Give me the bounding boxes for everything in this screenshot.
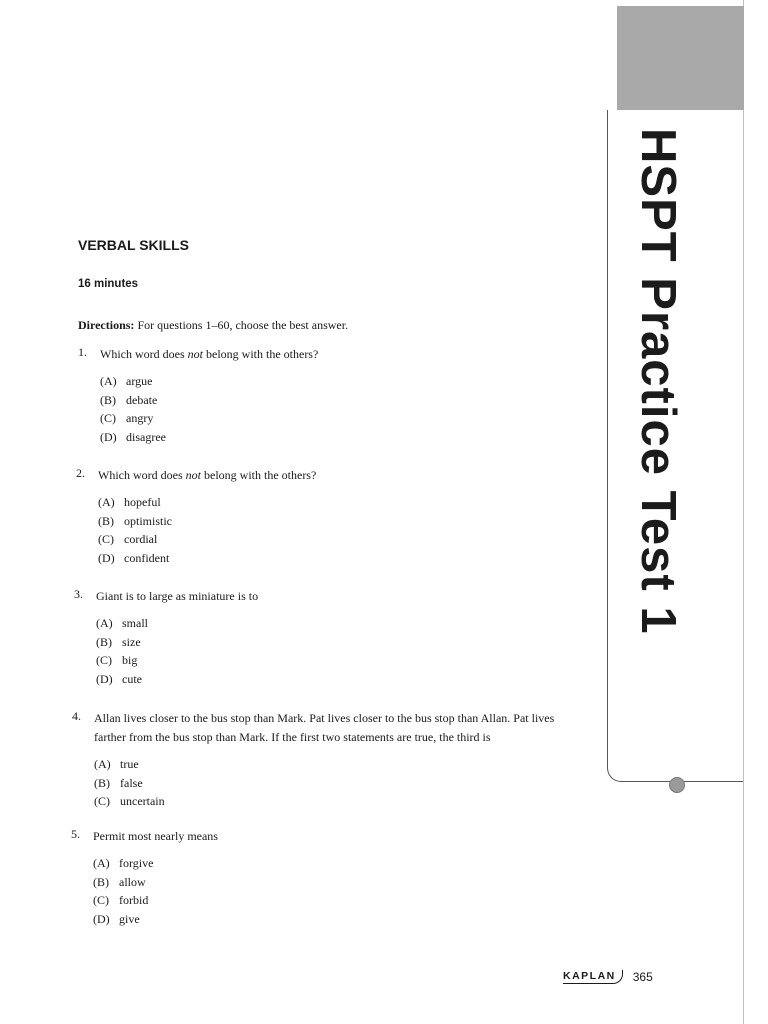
answer-choice [93,910,551,929]
answer-choice [100,372,558,391]
answer-choice [98,493,556,512]
choice-text: true [120,757,139,771]
choice-letter: (D) [93,912,110,927]
question-2 [76,466,556,568]
choice-text: disagree [126,430,166,445]
choice-text: forgive [119,856,154,870]
question-number: 3. [74,587,83,601]
answer-choice [98,530,556,549]
question-text [98,466,556,485]
choice-letter: (B) [100,392,116,407]
directions-label: Directions: [78,318,135,332]
choice-text: cute [122,672,142,687]
question-1 [78,345,558,447]
question-text [100,345,558,364]
question-text [93,827,551,846]
answer-choice [100,391,558,410]
choice-letter: (C) [93,893,109,908]
page-edge [743,0,744,1024]
choice-letter: (C) [98,532,114,547]
choice-text: hopeful [124,495,161,509]
question-text-part: belong with the others? [201,468,317,482]
choice-text: false [120,775,143,790]
question-text-part: Which word does [98,468,186,482]
answer-choice [94,774,577,793]
choice-text: big [122,653,138,668]
answer-choices [98,493,556,568]
section-title: VERBAL SKILLS [78,237,189,253]
question-emphasis: not [187,347,203,361]
choice-text: optimistic [124,513,172,528]
publisher-logo: KAPLAN [563,970,623,984]
answer-choice [93,891,551,910]
answer-choices [93,854,551,929]
question-4 [72,709,577,811]
choice-letter: (D) [100,430,117,445]
question-text [94,709,577,747]
question-number: 4. [72,709,81,723]
answer-choice [96,633,554,652]
choice-text: confident [124,551,170,566]
answer-choice [96,651,554,670]
choice-letter: (C) [94,794,110,809]
page-footer [563,970,653,984]
answer-choice [93,873,551,892]
question-number: 5. [71,827,80,841]
directions-text: For questions 1–60, choose the best answer. [134,318,349,332]
answer-choice [100,409,558,428]
choice-text: size [122,634,141,649]
choice-letter: (A) [96,616,113,630]
choice-text: give [119,912,140,927]
question-text-part: Which word does [100,347,188,361]
question-text-part: Allan lives closer to the bus stop than Mark. Pat lives closer to the bus stop than Allan. Pat lives farther from the bus stop than Mark. If the first two statements are true, the third is [94,711,555,744]
question-text-part: Giant is to large as miniature is to [96,589,259,603]
tab-dot [669,777,685,793]
answer-choice [98,549,556,568]
choice-letter: (D) [98,551,115,566]
tab-title: HSPT Practice Test 1 [631,128,685,635]
answer-choice [98,512,556,531]
question-number: 2. [76,466,85,480]
answer-choices [94,755,577,811]
choice-text: allow [119,874,146,889]
choice-letter: (A) [94,757,111,771]
choice-letter: (D) [96,672,113,687]
question-text [96,587,554,606]
question-5 [71,827,551,929]
choice-letter: (B) [94,775,110,790]
answer-choices [96,614,554,689]
answer-choice [93,854,551,873]
answer-choices [100,372,558,447]
question-emphasis: not [185,468,201,482]
choice-text: forbid [119,893,149,908]
time-limit: 16 minutes [78,278,139,290]
question-3 [74,587,554,689]
answer-choice [96,670,554,689]
choice-letter: (C) [100,411,116,426]
choice-letter: (A) [100,374,117,388]
question-number: 1. [78,345,87,359]
tab-gray-block [617,6,744,110]
answer-choice [94,792,577,811]
answer-choice [94,755,577,774]
choice-letter: (B) [93,874,109,889]
question-text-part: belong with the others? [203,347,319,361]
question-text-part: Permit most nearly means [93,829,218,843]
directions [78,318,348,333]
choice-text: small [122,616,148,630]
choice-text: debate [126,392,158,407]
choice-letter: (A) [98,495,115,509]
answer-choice [96,614,554,633]
choice-text: argue [126,374,153,388]
choice-letter: (B) [98,513,114,528]
choice-letter: (A) [93,856,110,870]
choice-text: cordial [124,532,158,547]
answer-choice [100,428,558,447]
choice-text: angry [126,411,154,426]
choice-text: uncertain [120,794,165,809]
choice-letter: (B) [96,634,112,649]
page-number: 365 [632,970,653,984]
choice-letter: (C) [96,653,112,668]
